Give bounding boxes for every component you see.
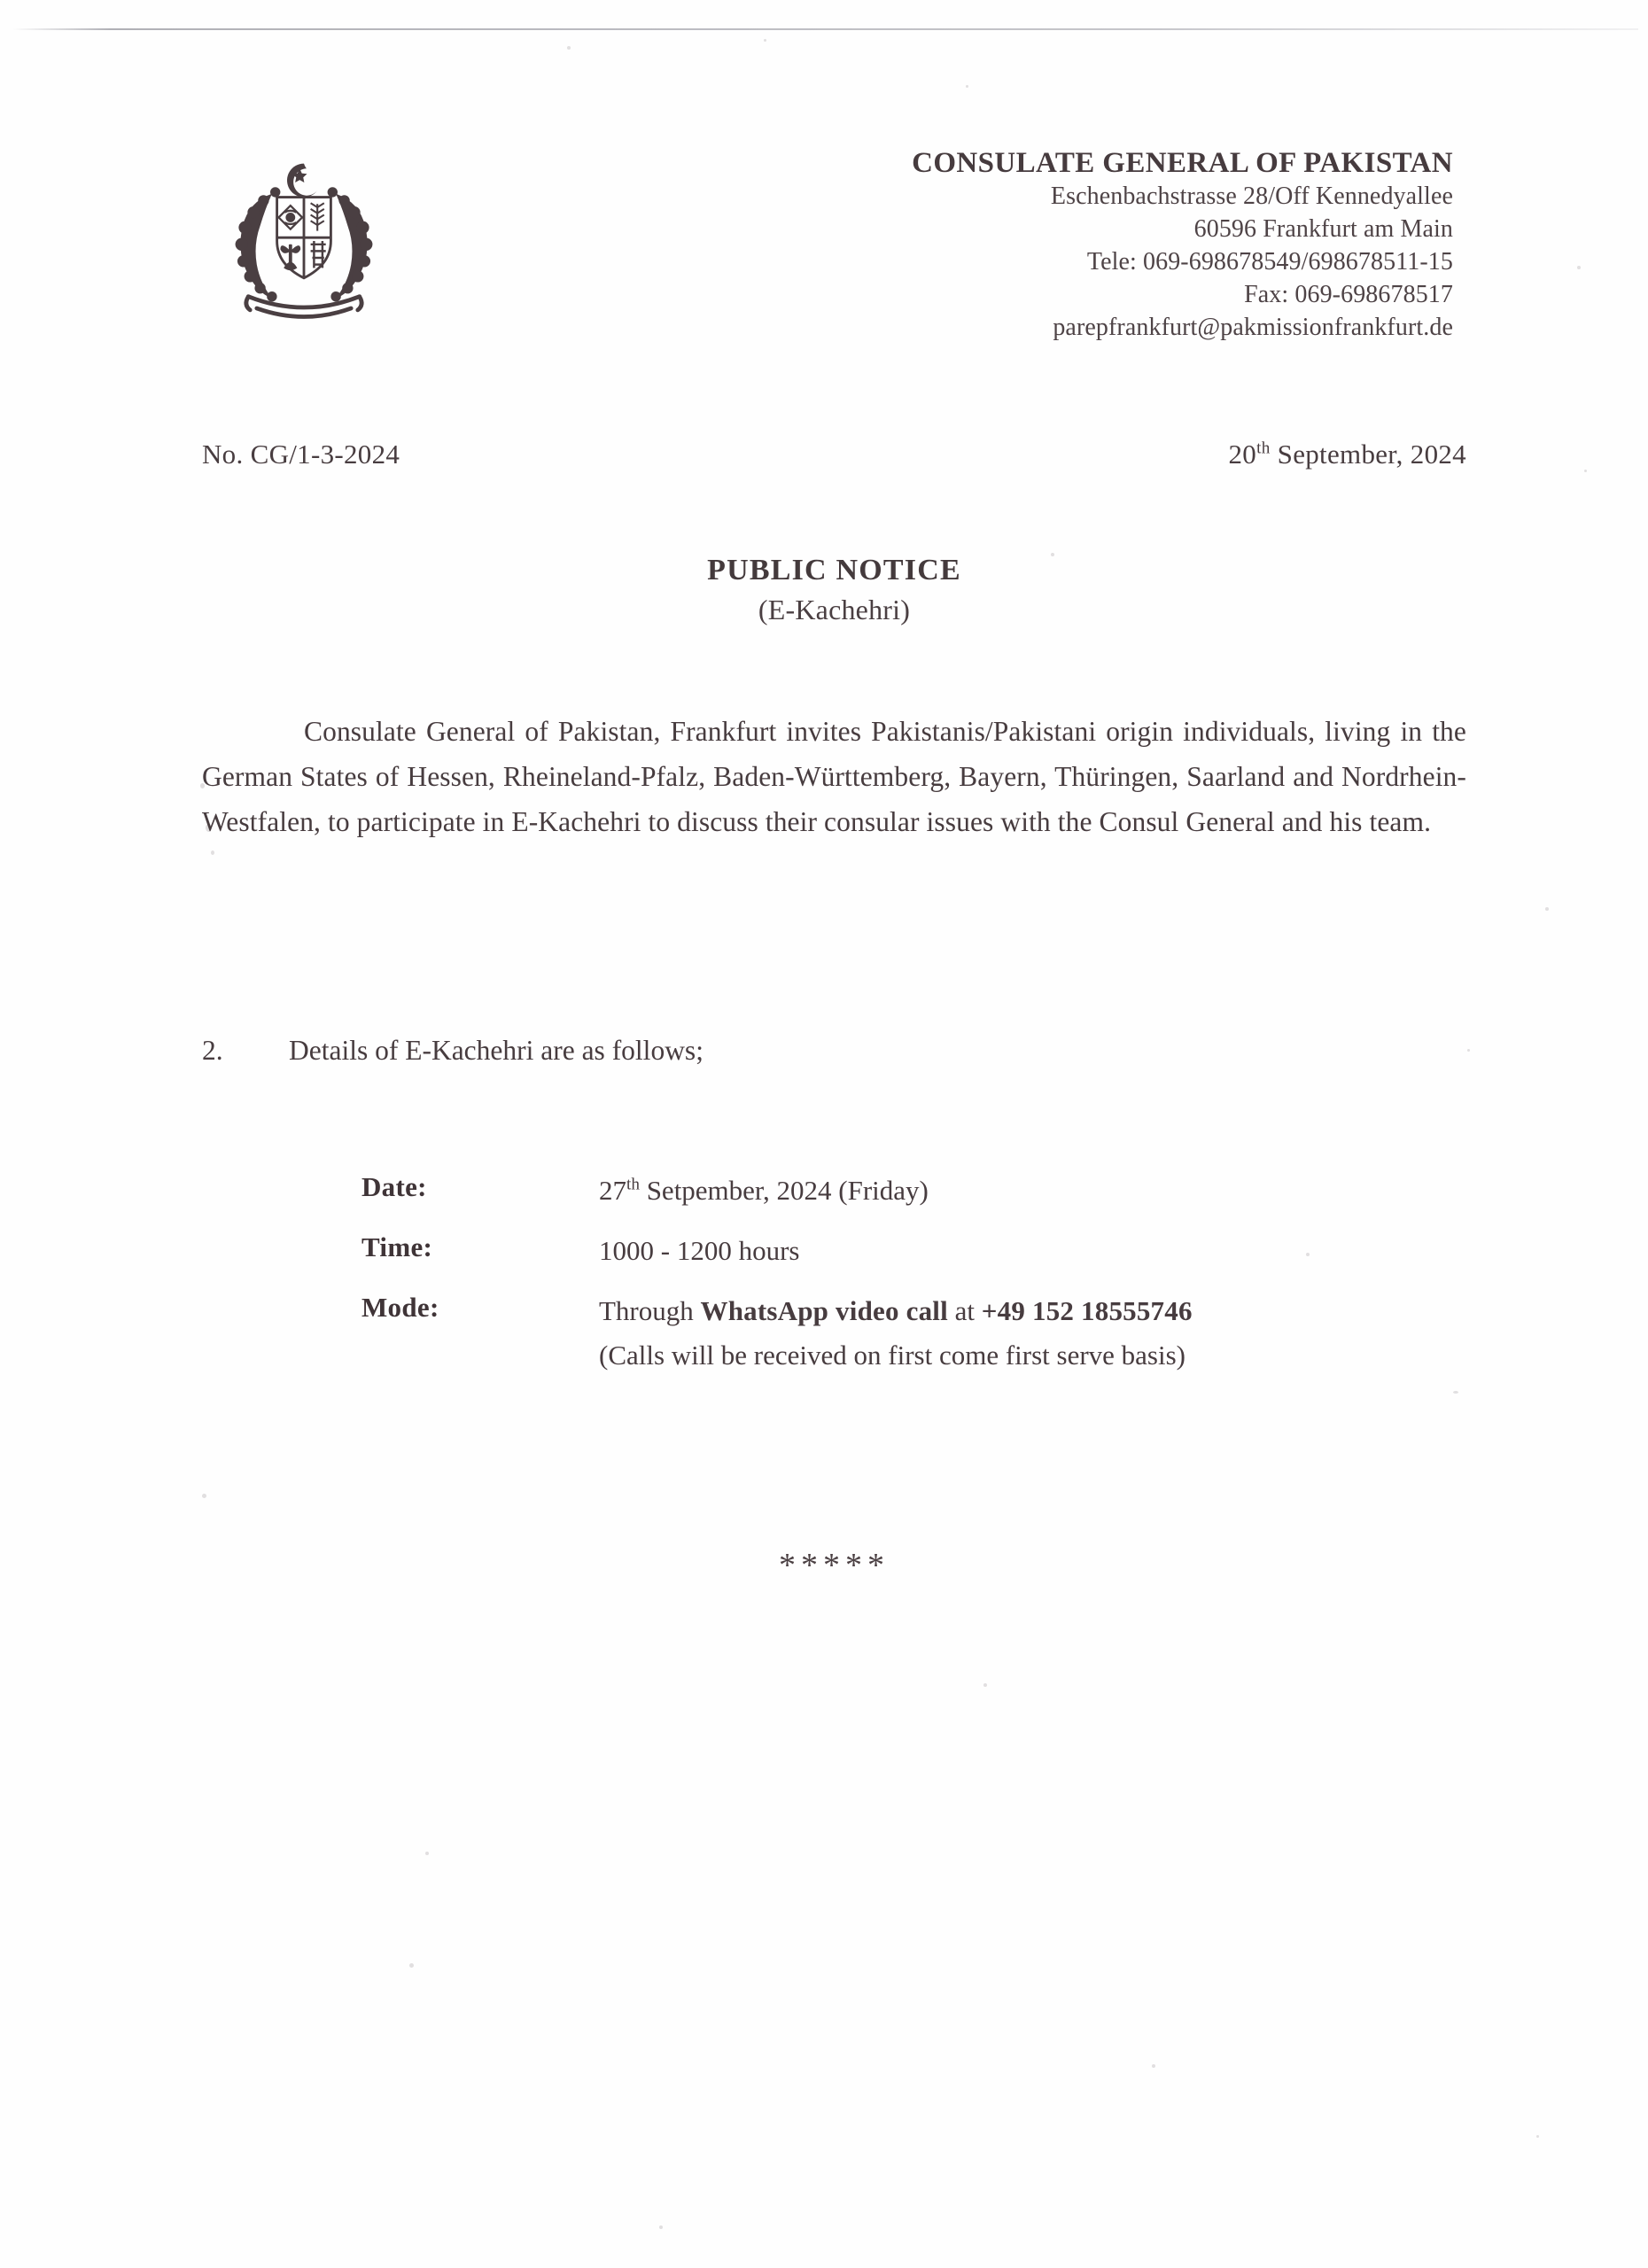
event-date-rest: Setpember, 2024 (Friday): [639, 1175, 929, 1206]
scan-speck: [1545, 907, 1549, 911]
scan-speck: [1152, 2064, 1155, 2068]
scan-speck: [409, 1963, 414, 1968]
address-line-2: 60596 Frankfurt am Main: [1193, 214, 1453, 243]
letterhead-text: [532, 146, 1453, 345]
detail-row-mode: [361, 1292, 1469, 1375]
scan-speck: [983, 1683, 987, 1687]
mode-phone-number: +49 152 18555746: [981, 1295, 1193, 1327]
scan-speck: [1467, 1049, 1470, 1052]
item-number: 2.: [202, 1035, 223, 1066]
detail-label-time: Time:: [361, 1231, 433, 1263]
scan-speck: [966, 85, 968, 88]
mode-middle: at: [947, 1295, 982, 1327]
date-day: 20: [1228, 439, 1257, 470]
date-ordinal: th: [1256, 439, 1271, 458]
scan-speck: [1584, 470, 1587, 472]
detail-label-date: Date:: [361, 1171, 427, 1202]
mode-note: (Calls will be received on first come first serve basis): [599, 1340, 1185, 1371]
body-paragraph: Consulate General of Pakistan, Frankfurt invites Pakistanis/Pakistani origin individuals, living in the German States of Hessen, Rheineland-Pfalz, Baden-Württemberg, Bayern, Thüringen, Saarland and Nordrhein-Westfalen, to participate in E-Kachehri to discuss their consular issues with the Consul General and his team.: [202, 716, 1466, 838]
organization-name: CONSULATE GENERAL OF PAKISTAN: [912, 147, 1453, 179]
title-block: [202, 554, 1466, 626]
numbered-item-2: [202, 1035, 1466, 1067]
scan-speck: [1536, 2135, 1539, 2138]
fax-line: Fax: 069-698678517: [1244, 280, 1453, 308]
mode-channel: WhatsApp video call: [700, 1295, 948, 1327]
telephone-line: Tele: 069-698678549/698678511-15: [1086, 247, 1453, 276]
detail-label-mode: Mode:: [361, 1292, 439, 1324]
scan-speck: [567, 46, 571, 50]
date-rest: September, 2024: [1270, 439, 1466, 470]
scan-artifact-line: [12, 28, 1638, 30]
email-line: parepfrankfurt@pakmissionfrankfurt.de: [1053, 313, 1453, 341]
details-list: [361, 1171, 1469, 1396]
scan-speck: [659, 2225, 663, 2229]
document-date: [1228, 439, 1466, 470]
letterhead: [0, 146, 1648, 377]
end-marker: *****: [779, 1547, 890, 1584]
scan-speck: [425, 1852, 429, 1855]
address-line-1: Eschenbachstrasse 28/Off Kennedyallee: [1050, 182, 1453, 210]
page-subtitle: (E-Kachehri): [758, 594, 911, 625]
event-date-day: 27: [599, 1175, 626, 1206]
detail-value-time: 1000 - 1200 hours: [599, 1235, 800, 1267]
detail-row-time: [361, 1231, 1469, 1270]
scan-speck: [211, 850, 214, 855]
reference-row: [202, 439, 1466, 470]
event-date-ordinal: th: [626, 1175, 640, 1194]
detail-row-date: [361, 1171, 1469, 1210]
reference-number: No. CG/1-3-2024: [202, 439, 400, 470]
detail-value-mode: [599, 1292, 1469, 1375]
detail-value-date: [599, 1171, 1469, 1210]
item-text: Details of E-Kachehri are as follows;: [289, 1035, 704, 1066]
scan-speck: [202, 1494, 206, 1498]
mode-prefix: Through: [599, 1295, 701, 1327]
page-title: PUBLIC NOTICE: [707, 554, 961, 586]
pakistan-state-emblem-icon: [220, 157, 388, 325]
scan-speck: [764, 39, 766, 42]
